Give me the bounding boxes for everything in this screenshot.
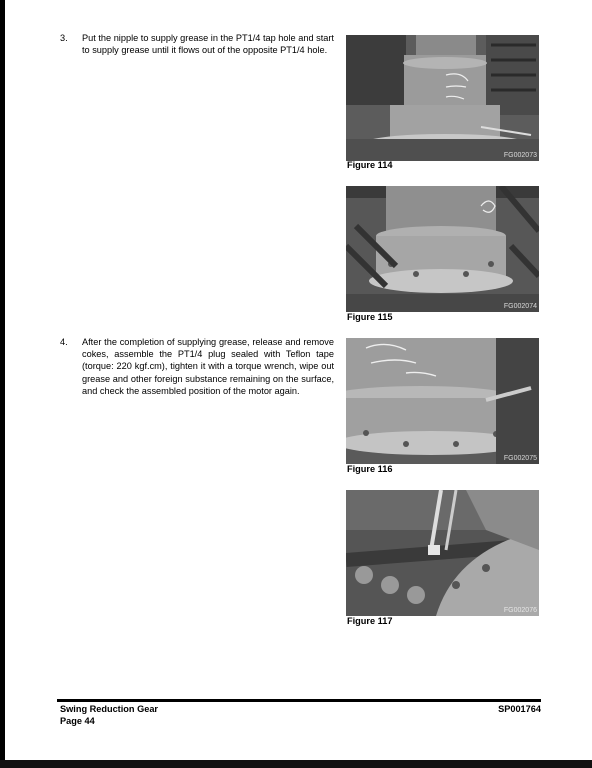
figure-117-photo: [346, 490, 539, 616]
step-number: 4.: [60, 337, 68, 347]
page-bottom-border: [0, 760, 592, 768]
figure-116-photo: [346, 338, 539, 464]
figure-117-caption: Figure 117: [347, 616, 393, 626]
figure-115-photo: [346, 186, 539, 312]
step-text: Put the nipple to supply grease in the PT1/4 tap hole and start to supply grease until it flows out of the opposite PT1/4 hole.: [82, 33, 334, 56]
figure-116-caption: Figure 116: [347, 464, 393, 474]
figure-114-caption: Figure 114: [347, 160, 393, 170]
page-left-border: [0, 0, 5, 768]
figure-code: FG002073: [503, 152, 537, 159]
figure-114-photo: [346, 35, 539, 161]
figure-code: FG002074: [503, 303, 537, 310]
figure-code: FG002076: [503, 607, 537, 614]
footer-doc-id: SP001764: [498, 704, 541, 714]
footer-page-number: Page 44: [60, 716, 95, 726]
footer-section-title: Swing Reduction Gear: [60, 704, 159, 714]
figure-115-caption: Figure 115: [347, 312, 393, 322]
step-number: 3.: [60, 33, 68, 43]
footer-rule: [57, 699, 541, 702]
figure-code: FG002075: [503, 455, 537, 462]
step-text: After the completion of supplying grease, release and remove cokes, assemble the PT1/4 plug sealed with Teflon tape (torque: 220 kgf.cm), tighten it with a torque wrench, wipe out grease and other foreign substance remaining on the surface, and check the assembled position of the motor again.: [82, 337, 334, 396]
